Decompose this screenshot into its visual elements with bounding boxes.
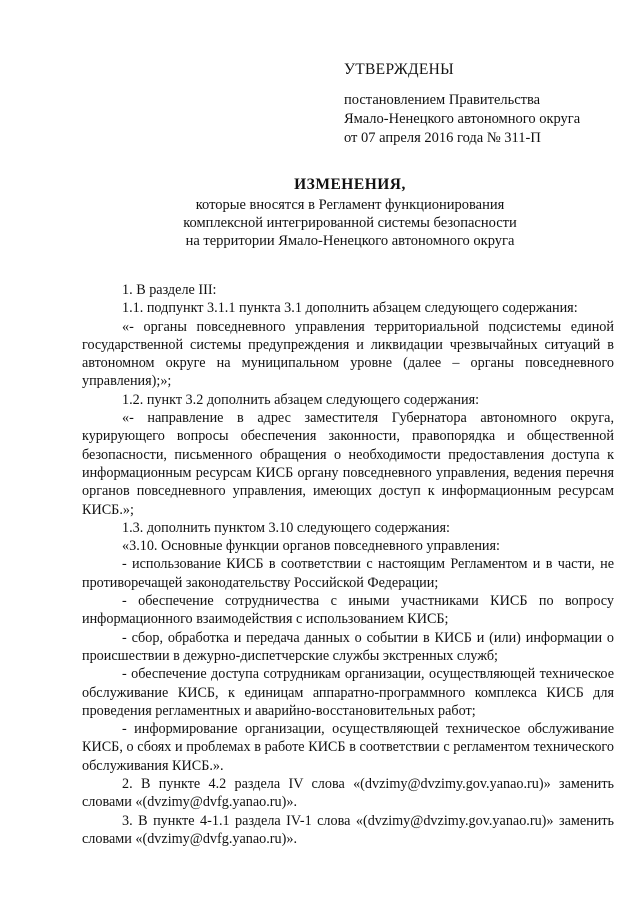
paragraph: - сбор, обработка и передача данных о событии в КИСБ и (или) информации о происшествии в дежурно-диспетчерские службы экстренных служб;	[82, 629, 614, 664]
paragraph: 1. В разделе III:	[122, 282, 217, 298]
approval-line: Ямало-Ненецкого автономного округа	[344, 111, 581, 127]
approval-heading: УТВЕРЖДЕНЫ	[344, 61, 454, 78]
subtitle-line: комплексной интегрированной системы безопасности	[183, 215, 517, 231]
paragraph: «3.10. Основные функции органов повседневного управления:	[122, 538, 500, 555]
document-body	[82, 281, 614, 848]
paragraph: 1.3. дополнить пунктом 3.10 следующего содержания:	[122, 519, 450, 536]
approval-line: постановлением Правительства	[344, 92, 541, 108]
paragraph: 3. В пункте 4-1.1 раздела IV-1 слова «(dvzimy@dvzimy.gov.yanao.ru)» заменить словами «(dvzimy@dvfg.yanao.ru)».	[82, 812, 614, 847]
paragraph: 1.2. пункт 3.2 дополнить абзацем следующего содержания:	[122, 391, 480, 408]
document-subtitle	[0, 196, 640, 250]
approval-block	[344, 60, 614, 148]
paragraph: 1.1. подпункт 3.1.1 пункта 3.1 дополнить абзацем следующего содержания:	[122, 300, 578, 317]
paragraph: - использование КИСБ в соответствии с настоящим Регламентом и в части, не противоречащей законодательству Российской Федерации;	[82, 556, 614, 591]
paragraph: «- направление в адрес заместителя Губернатора автономного округа, курирующего вопросы обеспечения законности, правопорядка и общественной безопасности, письменного обращения о необходимости предоставления доступа к информационным ресурсам КИСБ органу повседневного управления, ведения перечня органов повседневного управления, имеющих доступ к информационным ресурсам КИСБ.»;	[82, 410, 614, 518]
paragraph: 2. В пункте 4.2 раздела IV слова «(dvzimy@dvzimy.gov.yanao.ru)» заменить словами «(dvzimy@dvfg.yanao.ru)».	[82, 776, 614, 811]
paragraph: - информирование организации, осуществляющей техническое обслуживание КИСБ, о сбоях и проблемах в работе КИСБ в соответствии с регламентом технического обслуживания КИСБ.».	[82, 721, 614, 774]
subtitle-line: которые вносятся в Регламент функционирования	[195, 197, 505, 213]
paragraph: - обеспечение сотрудничества с иными участниками КИСБ по вопросу информационного взаимодействия с использованием КИСБ;	[82, 593, 614, 628]
paragraph: - обеспечение доступа сотрудникам организации, осуществляющей техническое обслуживание КИСБ, к единицам аппаратно-программного комплекса КИСБ для проведения регламентных и аварийно-восстановительных работ;	[82, 666, 614, 719]
approval-line: от 07 апреля 2016 года № 311-П	[344, 130, 541, 146]
document-title: ИЗМЕНЕНИЯ,	[294, 176, 406, 193]
paragraph: «- органы повседневного управления территориальной подсистемы единой государственной системы предупреждения и ликвидации чрезвычайных ситуаций в автономном округе на муниципальном уровне (далее – органы повседневного управления);»;	[82, 318, 614, 390]
subtitle-line: на территории Ямало-Ненецкого автономного округа	[185, 233, 515, 249]
